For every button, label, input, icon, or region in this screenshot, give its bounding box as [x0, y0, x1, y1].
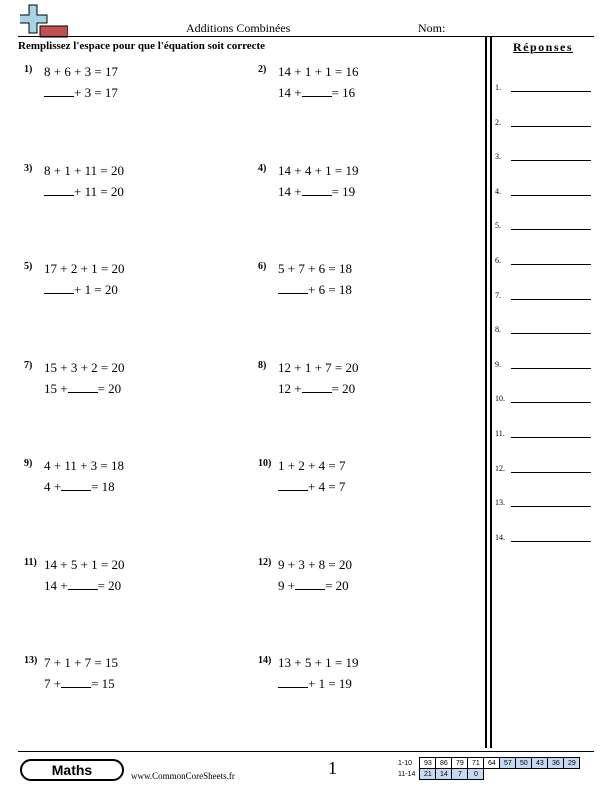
problem-item — [24, 163, 224, 213]
answer-row — [495, 182, 595, 196]
blank-suffix: + 1 = 19 — [308, 676, 352, 691]
answer-line[interactable] — [511, 299, 591, 300]
blank-prefix: 14 + — [44, 577, 68, 593]
blank-prefix: 12 + — [278, 380, 302, 396]
blank-prefix: 9 + — [278, 577, 296, 593]
answer-number: 11. — [495, 429, 505, 438]
answer-row — [495, 355, 595, 369]
score-cell: 50 — [516, 758, 532, 769]
problem-item — [24, 557, 224, 607]
answer-row — [495, 528, 595, 542]
name-label: Nom: — [418, 21, 446, 35]
answer-row — [495, 493, 595, 507]
blank-prefix: 14 + — [278, 183, 302, 199]
problem-item — [258, 261, 458, 311]
score-cell: 79 — [452, 758, 468, 769]
blank-suffix: + 4 = 7 — [308, 479, 346, 494]
problem-equation: 15 + 3 + 2 = 20 — [44, 359, 125, 375]
answer-number: 5. — [495, 221, 501, 231]
problem-number: 3) — [24, 162, 33, 174]
blank-suffix: = 15 — [91, 676, 115, 691]
answer-blank[interactable] — [68, 381, 98, 393]
problem-blank-equation — [278, 184, 355, 200]
score-cell: 14 — [436, 769, 452, 780]
blank-suffix: + 6 = 18 — [308, 282, 352, 297]
blank-suffix: = 20 — [331, 380, 356, 396]
answer-blank[interactable] — [68, 578, 98, 590]
answer-line[interactable] — [511, 91, 591, 92]
answer-blank[interactable] — [295, 578, 325, 590]
score-cell: 57 — [500, 758, 516, 769]
blank-prefix: 4 + — [44, 479, 62, 494]
answers-divider — [490, 36, 492, 748]
answer-number: 3. — [495, 152, 501, 162]
answer-number: 4. — [495, 186, 501, 196]
answer-blank[interactable] — [61, 479, 91, 491]
problem-equation: 13 + 5 + 1 = 19 — [278, 655, 359, 670]
answer-blank[interactable] — [302, 381, 332, 393]
answer-number: 13. — [495, 498, 505, 508]
answer-line[interactable] — [511, 402, 591, 403]
blank-suffix: + 3 = 17 — [74, 85, 118, 100]
subject-badge: Maths — [20, 759, 124, 781]
page-number: 1 — [328, 758, 337, 778]
problem-blank-equation — [278, 676, 352, 692]
answer-line[interactable] — [511, 333, 591, 334]
score-cell: 86 — [436, 758, 452, 769]
answer-blank[interactable] — [302, 85, 332, 97]
problem-item — [258, 655, 458, 705]
problem-equation: 14 + 1 + 1 = 16 — [278, 64, 359, 79]
problem-item — [24, 458, 224, 508]
blank-suffix: + 11 = 20 — [74, 183, 124, 199]
answer-number: 9. — [495, 359, 501, 369]
instructions: Remplissez l'espace pour que l'équation soit correcte — [18, 40, 266, 52]
answer-row — [495, 147, 595, 161]
answer-number: 6. — [495, 256, 501, 265]
answer-number: 7. — [495, 290, 501, 300]
blank-suffix: = 20 — [97, 577, 122, 593]
answer-line[interactable] — [511, 437, 591, 438]
blank-prefix: 15 + — [44, 380, 68, 396]
problem-number: 7) — [24, 359, 33, 371]
problem-item — [258, 64, 458, 114]
answer-row — [495, 216, 595, 230]
problem-number: 5) — [24, 261, 33, 272]
answer-line[interactable] — [511, 195, 591, 196]
score-cell: 64 — [484, 758, 500, 769]
answers-title: Réponses — [512, 40, 573, 54]
problem-blank-equation — [44, 282, 118, 298]
answer-row — [495, 389, 595, 403]
problem-item — [24, 64, 224, 114]
answer-number: 2. — [495, 117, 501, 127]
problem-item — [258, 458, 458, 508]
problem-blank-equation — [44, 676, 115, 692]
score-cell: 21 — [420, 769, 436, 780]
answer-line[interactable] — [511, 264, 591, 265]
problem-equation: 8 + 1 + 11 = 20 — [44, 162, 125, 178]
problem-blank-equation — [44, 85, 118, 101]
blank-suffix: = 16 — [331, 85, 356, 100]
problem-blank-equation — [278, 282, 352, 298]
score-range-label: 11-14 — [398, 770, 416, 778]
score-cell: 0 — [468, 769, 484, 780]
problem-number: 8) — [258, 359, 267, 371]
score-table — [396, 757, 580, 780]
answer-line[interactable] — [511, 368, 591, 369]
problem-item — [24, 655, 224, 705]
problem-number: 6) — [258, 261, 267, 272]
problem-equation: 5 + 7 + 6 = 18 — [278, 261, 352, 276]
problem-equation: 14 + 4 + 1 = 19 — [278, 162, 359, 178]
answer-number: 10. — [495, 394, 505, 404]
answer-row — [495, 459, 595, 473]
answer-blank[interactable] — [44, 282, 74, 294]
problem-blank-equation — [278, 85, 355, 101]
blank-suffix: = 20 — [97, 380, 122, 396]
problem-blank-equation — [44, 479, 115, 495]
problem-equation: 1 + 2 + 4 = 7 — [278, 458, 346, 473]
problem-equation: 17 + 2 + 1 = 20 — [44, 261, 125, 276]
header-rule — [18, 36, 594, 37]
problem-blank-equation — [278, 578, 349, 594]
blank-suffix: = 20 — [325, 577, 349, 593]
worksheet-title: Additions Combinées — [186, 21, 291, 35]
blank-suffix: = 18 — [91, 479, 115, 494]
answer-blank[interactable] — [44, 184, 74, 196]
blank-prefix: 7 + — [44, 676, 62, 691]
plus-logo-icon — [20, 4, 68, 38]
answer-line[interactable] — [511, 541, 591, 542]
problem-number: 10) — [258, 458, 272, 469]
problem-blank-equation — [44, 381, 121, 397]
problem-equation: 7 + 1 + 7 = 15 — [44, 655, 118, 670]
problem-equation: 9 + 3 + 8 = 20 — [278, 556, 352, 572]
answer-line[interactable] — [511, 506, 591, 507]
answer-line[interactable] — [511, 160, 591, 161]
problem-equation: 12 + 1 + 7 = 20 — [278, 359, 359, 375]
answer-row — [495, 424, 595, 438]
problem-item — [258, 360, 458, 410]
problem-blank-equation — [278, 479, 345, 495]
blank-suffix: + 1 = 20 — [74, 282, 118, 297]
problem-number: 11) — [24, 556, 37, 568]
score-cell: 29 — [564, 758, 580, 769]
answer-blank[interactable] — [61, 676, 91, 688]
problem-number: 13) — [24, 655, 38, 666]
problem-equation: 14 + 5 + 1 = 20 — [44, 556, 125, 572]
answer-line[interactable] — [511, 229, 591, 230]
answer-line[interactable] — [511, 126, 591, 127]
problem-number: 1) — [24, 64, 33, 75]
score-cell: 71 — [468, 758, 484, 769]
answer-blank[interactable] — [278, 479, 308, 491]
blank-suffix: = 19 — [331, 183, 356, 199]
problem-blank-equation — [278, 381, 355, 397]
answer-row — [495, 78, 595, 92]
problem-blank-equation — [44, 184, 124, 200]
answer-blank[interactable] — [302, 184, 332, 196]
problem-equation: 4 + 11 + 3 = 18 — [44, 458, 125, 473]
score-row — [396, 769, 580, 780]
answer-number: 8. — [495, 325, 501, 335]
problem-number: 9) — [24, 458, 33, 469]
score-cell: 7 — [452, 769, 468, 780]
score-cell: 43 — [532, 758, 548, 769]
answer-row — [495, 286, 595, 300]
problem-item — [24, 360, 224, 410]
problem-equation: 8 + 6 + 3 = 17 — [44, 64, 118, 79]
blank-prefix: 14 + — [278, 85, 302, 100]
answer-blank[interactable] — [278, 676, 308, 688]
answer-number: 14. — [495, 532, 505, 542]
score-row — [396, 758, 580, 769]
problem-item — [258, 163, 458, 213]
problem-number: 2) — [258, 64, 267, 75]
answer-row — [495, 320, 595, 334]
answer-blank[interactable] — [278, 282, 308, 294]
score-cell: 93 — [420, 758, 436, 769]
problem-item — [258, 557, 458, 607]
score-range-label: 1-10 — [398, 759, 413, 767]
answer-row — [495, 113, 595, 127]
answer-row — [495, 251, 595, 265]
answers-divider — [485, 36, 487, 748]
problem-number: 14) — [258, 655, 272, 666]
answer-blank[interactable] — [44, 85, 74, 97]
site-url: www.CommonCoreSheets.fr — [131, 771, 235, 781]
answer-line[interactable] — [511, 472, 591, 473]
problem-number: 12) — [258, 556, 272, 568]
score-cell: 36 — [548, 758, 564, 769]
problem-blank-equation — [44, 578, 121, 594]
problem-item — [24, 261, 224, 311]
footer-rule — [18, 751, 594, 752]
answer-number: 1. — [495, 83, 501, 92]
answer-number: 12. — [495, 463, 505, 473]
problem-number: 4) — [258, 162, 267, 174]
